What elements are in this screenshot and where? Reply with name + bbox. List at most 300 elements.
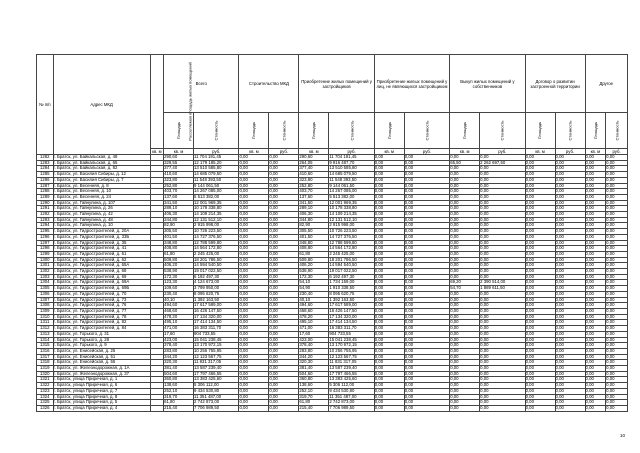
cell-cost: 3 799 950,00 [194,286,239,292]
cell-area: 0,00 [239,251,269,257]
cell-area: 0,00 [450,303,480,309]
cell-cost: 0,00 [269,303,299,309]
cell-area: 0,00 [239,377,269,383]
cell-cost: 15 041 238,45 [329,337,374,343]
cell-area: 0,00 [374,206,404,212]
header-sub-area [239,113,269,149]
cell-area: 0,00 [585,212,606,218]
cell-area: 0,00 [374,394,404,400]
header-sub-label: Стоимость [424,120,430,141]
cell-area: 0,00 [585,257,606,263]
cell-area: 0,00 [585,200,606,206]
row-address: г. Братск, ул. Гайнулина, д. 107 [53,200,150,206]
cell-area: 0,00 [450,183,480,189]
cell-cost: 5 306 112,00 [329,383,374,389]
cell-area: 0,00 [450,234,480,240]
table-body [37,155,628,412]
cell-cost: 0,00 [480,269,525,275]
cell-cost: 0,00 [606,394,628,400]
cell-cost: 0,00 [269,405,299,411]
cell-cost: 0,00 [480,172,525,178]
row-address: г. Братск, улица Приречная, д. 8 [53,394,150,400]
cell-area: 0,00 [374,371,404,377]
cell-area: 0,00 [525,212,555,218]
cell-cost: 0,00 [555,183,585,189]
cell-area: 0,00 [585,155,606,161]
row-address: г. Братск, ул. Горького, д. 31 [53,331,150,337]
cell-area: 0,00 [525,177,555,183]
cell-area: 0,00 [525,160,555,166]
cell-cost: 0,00 [404,234,449,240]
cell-cost: 18 201 786,50 [329,257,374,263]
cell-area: 289,10 [299,206,329,212]
cell-cost: 0,00 [606,263,628,269]
cell-area: 40,10 [164,297,194,303]
header-group-other: Другое [585,55,628,113]
cell-area: 478,20 [164,314,194,320]
cell-cost: 0,00 [606,291,628,297]
cell-area: 40,10 [299,297,329,303]
cell-area: 344,80 [164,217,194,223]
cell-cost: 17 797 466,55 [329,371,374,377]
cell-cost: 2 245 425,00 [329,251,374,257]
cell-cost: 0,00 [404,366,449,372]
cell-cost: 2 742 873,00 [194,400,239,406]
cell-cost: 0,00 [606,251,628,257]
cell-cost: 14 267 085,00 [194,189,239,195]
header-sub-area [374,113,404,149]
cell-area: 0,00 [525,297,555,303]
cell-cost: 0,00 [480,189,525,195]
cell-cost: 0,00 [404,377,449,383]
cell-area: 320,30 [164,360,194,366]
cell-cost: 0,00 [480,291,525,297]
cell-area: 0,00 [450,394,480,400]
cell-cost: 0,00 [269,246,299,252]
cell-area: 0,00 [525,240,555,246]
row-number: 1295 [37,229,54,235]
cell-cost: 10 256 755,95 [329,348,374,354]
cell-area: 495,10 [299,320,329,326]
row-number: 1317 [37,354,54,360]
cell-cost: 0,00 [480,155,525,161]
cell-area: 0,00 [585,320,606,326]
cell-cost: 0,00 [269,229,299,235]
cell-area: 0,00 [450,274,480,280]
row-address: г. Братск, ул. Гайнулина, д. 48 [53,217,150,223]
cell-area: 0,00 [239,160,269,166]
cell-area: 344,80 [299,217,329,223]
cell-area: 0,00 [239,405,269,411]
cell-cost: 13 587 239,40 [329,366,374,372]
cell-cost: 0,00 [480,400,525,406]
cell-area: 0,00 [585,371,606,377]
cell-area: 0,00 [450,263,480,269]
cell-cost: 0,00 [480,263,525,269]
cell-cost: 0,00 [404,177,449,183]
cell-area: 0,00 [525,320,555,326]
row-number: 1305 [37,286,54,292]
cell-area: 0,00 [585,388,606,394]
cell-area: 0,00 [450,166,480,172]
header-group-buyout: Выкуп жилых помещений у собственников [450,55,525,113]
cell-cost: 0,00 [480,366,525,372]
cell-cost: 0,00 [555,348,585,354]
cell-area: 0,00 [374,189,404,195]
cell-area: 0,00 [450,400,480,406]
cell-cost: 0,00 [606,172,628,178]
cell-area: 0,00 [525,326,555,332]
row-address: г. Братск, ул. Гайнулина, д. 26 [53,206,150,212]
cell-cost: 0,00 [606,229,628,235]
cell-cost: 0,00 [404,348,449,354]
cell-cost: 0,00 [555,394,585,400]
cell-cost: 0,00 [606,257,628,263]
cell-cost: 0,00 [269,251,299,257]
row-address: г. Братск, ул. Гидростроителей, д. 69А [53,280,150,286]
cell-area: 0,00 [585,177,606,183]
cell-cost: 0,00 [555,354,585,360]
cell-cost: 1 889 611,50 [480,286,525,292]
row-address: г. Братск, ул. Гидростроителей, д. 62 [53,257,150,263]
cell-area: 0,00 [525,251,555,257]
cell-cost: 0,00 [606,303,628,309]
cell-area: 406,20 [299,263,329,269]
cell-area: 123,30 [164,280,194,286]
cell-cost: 0,00 [480,274,525,280]
cell-area: 289,10 [164,206,194,212]
row-address: г. Братск, ул. Василия Сибиры, д. 7 [53,177,150,183]
cell-cost: 14 685 079,50 [194,172,239,178]
cell-area: 0,00 [374,257,404,263]
cell-area: 0,00 [239,360,269,366]
cell-area: 0,00 [374,200,404,206]
cell-area: 0,00 [585,383,606,389]
cell-area: 410,60 [164,172,194,178]
cell-cost: 0,00 [404,314,449,320]
cell-area: 0,00 [374,166,404,172]
cell-area: 0,00 [585,217,606,223]
cell-area: 0,00 [239,366,269,372]
cell-cost: 1 910 338,50 [329,286,374,292]
row-number: 1307 [37,297,54,303]
cell-cost: 0,00 [480,212,525,218]
row-number: 1306 [37,291,54,297]
cell-area: 0,00 [585,280,606,286]
cell-area: 0,00 [374,377,404,383]
cell-cost: 0,00 [606,405,628,411]
cell-cost: 0,00 [555,280,585,286]
cell-cost: 1 734 159,00 [329,280,374,286]
cell-cost: 0,00 [606,246,628,252]
cell-area: 403,70 [299,189,329,195]
cell-area: 468,60 [299,308,329,314]
header-unit: кв. м [152,149,162,154]
cell-area: 378,40 [164,343,194,349]
header-sub-cost [555,113,585,149]
cell-area: 406,30 [164,212,194,218]
cell-area: 0,00 [239,194,269,200]
cell-cost: 7 706 989,50 [194,405,239,411]
cell-area: 0,00 [585,223,606,229]
cell-cost: 13 510 585,80 [329,166,374,172]
row-number: 1285 [37,172,54,178]
row-address: г. Братск, ул. Гидростроителей, д. 69Б [53,286,150,292]
table-header [37,55,628,155]
cell-area: 344,20 [164,354,194,360]
cell-cost: 0,00 [555,246,585,252]
cell-cost: 0,00 [404,343,449,349]
cell-cost: 0,00 [269,240,299,246]
cell-cost: 0,00 [269,308,299,314]
cell-area: 504,60 [164,371,194,377]
cell-area: 0,00 [239,212,269,218]
cell-cost: 2 390 514,00 [480,280,525,286]
cell-area: 109,60 [164,286,194,292]
cell-area: 348,80 [164,240,194,246]
cell-area: 230,40 [299,291,329,297]
cell-cost: 0,00 [480,371,525,377]
cell-cost: 0,00 [269,172,299,178]
cell-cost: 0,00 [555,251,585,257]
row-number: 1290 [37,200,54,206]
header-sub-area [525,113,555,149]
cell-cost: 0,00 [269,194,299,200]
cell-cost: 5 306 112,00 [194,383,239,389]
header-unit: руб. [194,149,239,155]
cell-cost: 5 513 382,00 [329,194,374,200]
cell-area: 0,00 [585,366,606,372]
cell-area: 0,00 [585,400,606,406]
cell-area: 0,00 [239,217,269,223]
cell-cost: 9 144 061,50 [329,183,374,189]
cell-cost: 0,00 [269,400,299,406]
cell-cost: 0,00 [404,223,449,229]
row-address: г. Братск, ул. Весенняя, д. 10 [53,189,150,195]
cell-area: 360,80 [164,377,194,383]
cell-cost: 0,00 [555,166,585,172]
cell-cost: 16 426 147,50 [194,308,239,314]
cell-area: 0,00 [525,337,555,343]
cell-area: 406,20 [164,263,194,269]
cell-area: 341,50 [164,200,194,206]
cell-cost: 0,00 [480,206,525,212]
cell-area: 215,40 [299,405,329,411]
row-address: г. Братск, улица Приречная, д. 4 [53,405,150,411]
cell-cost: 0,00 [404,240,449,246]
cell-area: 0,00 [374,274,404,280]
cell-cost: 0,00 [606,200,628,206]
row-number: 1287 [37,183,54,189]
cell-area: 320,30 [299,360,329,366]
cell-cost: 13 170 972,15 [194,343,239,349]
cell-cost: 0,00 [269,166,299,172]
cell-cost: 0,00 [555,331,585,337]
cell-area: 0,00 [374,366,404,372]
cell-cost: 0,00 [480,405,525,411]
cell-cost: 0,00 [480,200,525,206]
row-number: 1298 [37,246,54,252]
cell-cost: 12 001 969,35 [329,200,374,206]
cell-cost: 0,00 [404,394,449,400]
header-group-developers: Приобретение жилых помещений у застройщиков [299,55,374,113]
cell-cost: 11 831 317,05 [194,360,239,366]
cell-area: 65,50 [450,160,480,166]
cell-area: 0,00 [585,297,606,303]
cell-area: 0,00 [525,257,555,263]
cell-area: 17,60 [299,331,329,337]
cell-cost: 4 124 673,00 [194,280,239,286]
cell-area: 0,00 [525,366,555,372]
cell-cost: 0,00 [555,377,585,383]
cell-area: 0,00 [374,354,404,360]
cell-cost: 0,00 [269,366,299,372]
cell-cost: 0,00 [606,360,628,366]
cell-cost: 0,00 [480,383,525,389]
cell-area: 0,00 [374,155,404,161]
cell-area: 0,00 [450,343,480,349]
row-number: 1324 [37,394,54,400]
cell-area: 0,00 [450,217,480,223]
cell-area: 0,00 [585,172,606,178]
cell-area: 138,60 [164,383,194,389]
cell-area: 215,40 [164,405,194,411]
header-sub-label: Стоимость [614,120,620,141]
row-address: г. Братск, ул. Байкальская, д. 48 [53,155,150,161]
cell-area: 172,30 [299,274,329,280]
header-group-construction: Строительство МКД [239,55,299,113]
row-number: 1314 [37,337,54,343]
cell-cost: 0,00 [269,354,299,360]
cell-cost: 0,00 [269,337,299,343]
cell-cost: 0,00 [480,377,525,383]
cell-cost: 0,00 [404,246,449,252]
cell-cost: 0,00 [606,155,628,161]
cell-area: 61,80 [299,251,329,257]
cell-area: 0,00 [239,314,269,320]
cell-area: 410,60 [299,172,329,178]
header-unit: кв. м [374,149,404,155]
cell-cost: 0,00 [480,343,525,349]
cell-cost: 0,00 [606,314,628,320]
cell-area: 0,00 [585,263,606,269]
cell-area: 0,00 [374,177,404,183]
cell-cost: 12 131 512,10 [329,217,374,223]
cell-cost: 0,00 [404,194,449,200]
cell-area: 0,00 [585,240,606,246]
row-address: г. Братск, ул. Весенняя, д. 24 [53,194,150,200]
header-unit: кв. м [299,149,329,155]
cell-cost: 0,00 [555,286,585,292]
cell-cost: 0,00 [606,388,628,394]
cell-cost: 15 041 238,45 [194,337,239,343]
cell-cost: 18 201 786,50 [194,257,239,263]
cell-cost: 0,00 [555,200,585,206]
cell-area: 0,00 [239,297,269,303]
cell-area: 408,80 [164,246,194,252]
cell-area: 290,60 [164,155,194,161]
cell-area: 0,00 [585,360,606,366]
header-sub-cost [480,113,525,149]
cell-cost: 0,00 [269,291,299,297]
cell-area: 0,00 [525,360,555,366]
cell-cost: 11 351 487,00 [194,394,239,400]
cell-area: 0,00 [239,303,269,309]
cell-cost: 19 017 022,50 [194,269,239,275]
cell-area: 0,00 [374,405,404,411]
cell-area: 0,00 [239,177,269,183]
cell-area: 0,00 [239,234,269,240]
cell-cost: 0,00 [269,155,299,161]
cell-area: 471,00 [299,326,329,332]
cell-cost: 5 513 382,00 [194,194,239,200]
cell-area: 0,00 [450,212,480,218]
cell-area: 0,00 [450,354,480,360]
cell-area: 0,00 [374,212,404,218]
cell-cost: 0,00 [404,166,449,172]
cell-area: 323,80 [164,177,194,183]
cell-cost: 0,00 [555,212,585,218]
cell-area: 0,00 [374,194,404,200]
cell-cost: 0,00 [269,234,299,240]
cell-area: 0,00 [239,394,269,400]
cell-cost: 0,00 [606,217,628,223]
header-sub-area [299,113,329,149]
cell-area: 377,40 [164,166,194,172]
header-group-total: Всего [164,55,239,113]
cell-area: 0,00 [450,206,480,212]
cell-area: 0,00 [450,223,480,229]
cell-area: 323,80 [299,177,329,183]
cell-cost: 0,00 [555,240,585,246]
cell-area: 0,00 [585,405,606,411]
row-address: г. Братск, ул. Весенняя, д. 8 [53,183,150,189]
row-number: 1320 [37,371,54,377]
cell-cost: 0,00 [269,314,299,320]
header-sub-label: Площадь [386,121,392,140]
row-address: г. Братск, ул. Гидростроителей, д. 84 [53,326,150,332]
cell-cost: 0,00 [555,366,585,372]
row-number: 1293 [37,217,54,223]
header-no: № п/п [37,55,54,155]
cell-area: 230,40 [164,291,194,297]
cell-cost: 1 392 163,50 [329,297,374,303]
cell-area: 82,90 [164,223,194,229]
cell-cost: 0,00 [269,394,299,400]
cell-area: 0,00 [450,326,480,332]
cell-cost: 0,00 [606,274,628,280]
cell-cost: 0,00 [404,405,449,411]
cell-area: 0,00 [239,240,269,246]
cell-cost: 14 594 540,50 [329,263,374,269]
cell-area: 0,00 [525,331,555,337]
cell-area: 0,00 [239,308,269,314]
row-number: 1297 [37,240,54,246]
cell-area: 0,00 [374,234,404,240]
cell-cost: 0,00 [404,172,449,178]
row-address: г. Братск, ул. Енисейская, д. 51 [53,354,150,360]
header-address: Адрес МКД [53,55,150,155]
cell-cost: 0,00 [404,388,449,394]
row-address: г. Братск, ул. Горького, д. 9 [53,343,150,349]
cell-area: 468,60 [164,308,194,314]
header-sub-cost [269,113,299,149]
row-number: 1301 [37,263,54,269]
cell-cost: 0,00 [555,308,585,314]
cell-cost: 0,00 [606,160,628,166]
cell-cost: 0,00 [269,206,299,212]
cell-cost: 14 267 085,00 [329,189,374,195]
